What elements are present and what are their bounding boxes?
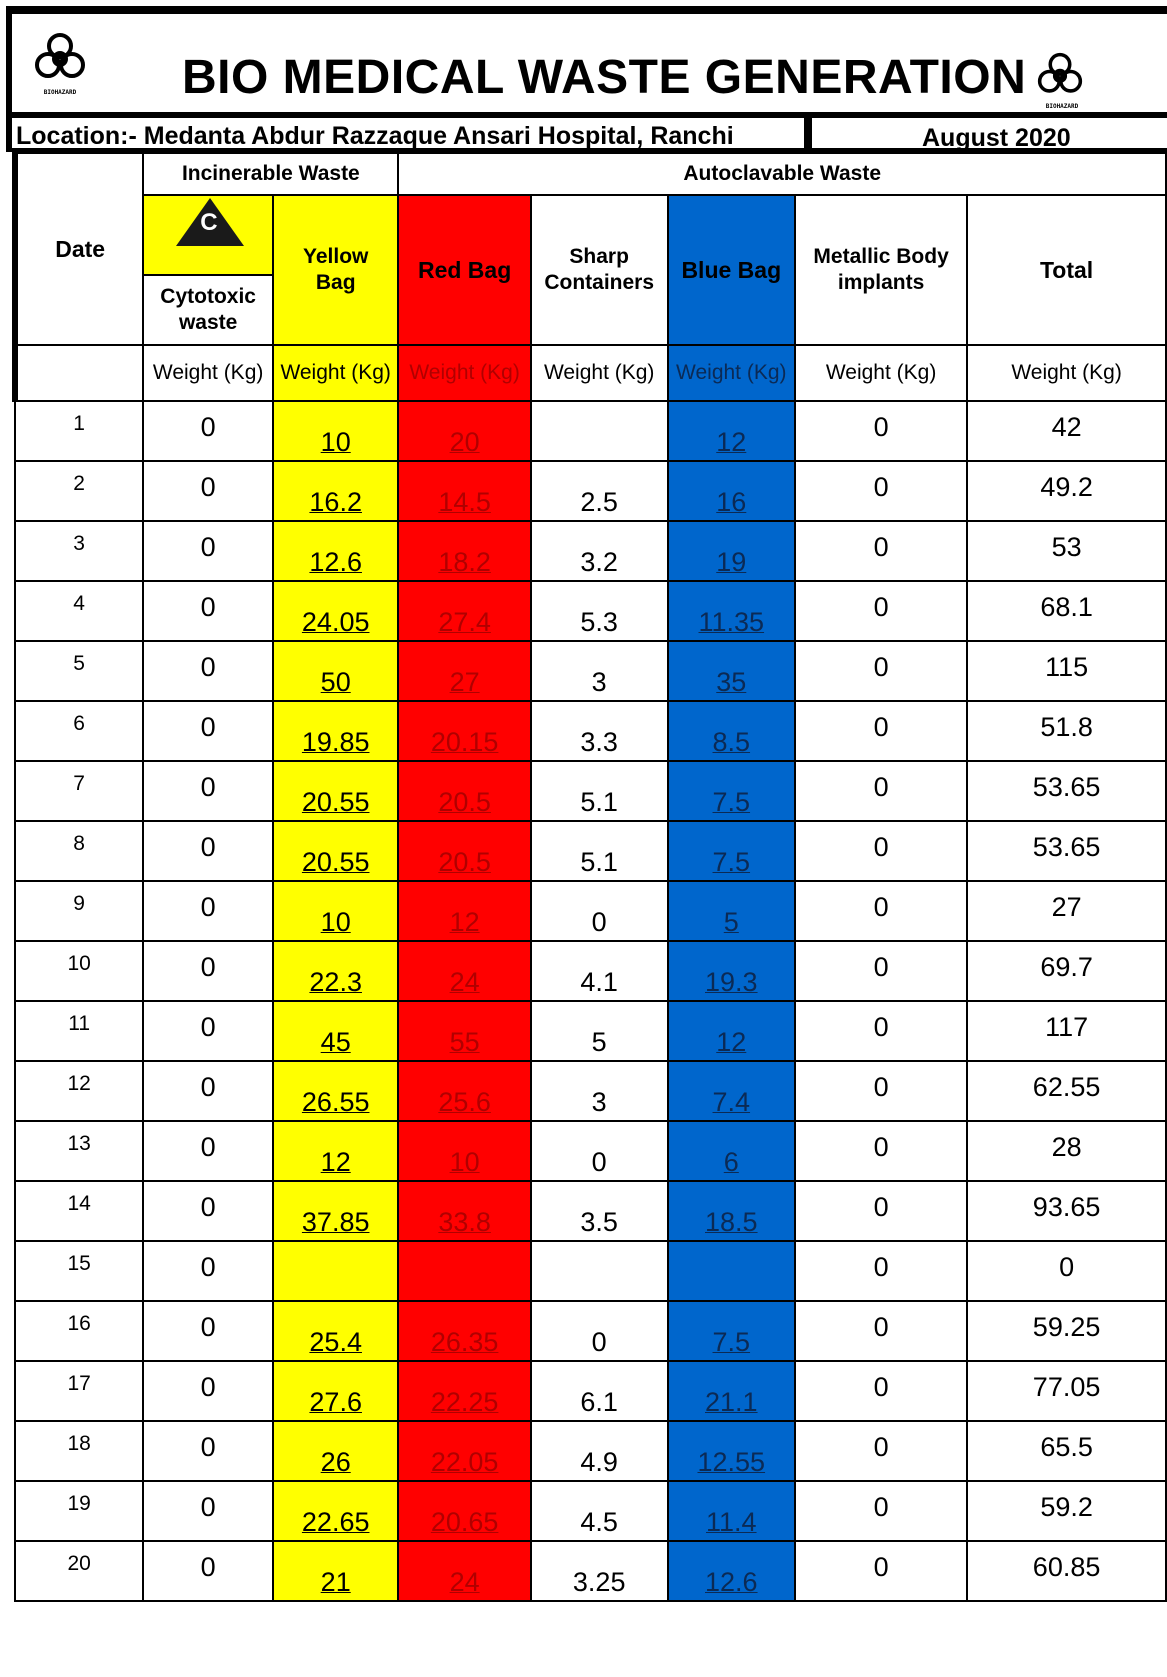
cytotoxic-symbol-cell [143, 195, 273, 275]
total-cell: 59.25 [967, 1301, 1166, 1361]
yellow-bag-cell: 27.6 [273, 1361, 398, 1421]
yellow-bag-cell: 26 [273, 1421, 398, 1481]
title-band [6, 6, 1167, 112]
red-bag-cell: 26.35 [398, 1301, 530, 1361]
sharp-containers-cell: 3.5 [531, 1181, 668, 1241]
unit-cell: Weight (Kg) [668, 345, 795, 401]
sharp-containers-cell: 0 [531, 1121, 668, 1181]
red-bag-cell: 24 [398, 1541, 530, 1601]
table-row [15, 761, 1166, 821]
metallic-implants-cell: 0 [795, 701, 967, 761]
unit-cell: Weight (Kg) [531, 345, 668, 401]
red-bag-cell [398, 1241, 530, 1301]
blue-bag-cell: 8.5 [668, 701, 795, 761]
blue-bag-cell: 6 [668, 1121, 795, 1181]
cytotoxic-cell: 0 [143, 581, 273, 641]
incinerable-group-header: Incinerable Waste [143, 153, 398, 195]
total-cell: 77.05 [967, 1361, 1166, 1421]
sharp-containers-cell: 5.1 [531, 761, 668, 821]
table-row [15, 1001, 1166, 1061]
cytotoxic-cell: 0 [143, 761, 273, 821]
yellow-bag-cell: 20.55 [273, 761, 398, 821]
unit-cell: Weight (Kg) [795, 345, 967, 401]
blue-bag-cell: 35 [668, 641, 795, 701]
metallic-implants-cell: 0 [795, 1361, 967, 1421]
sharp-containers-cell: 2.5 [531, 461, 668, 521]
unit-cell-date [15, 345, 143, 401]
date-cell: 16 [15, 1301, 143, 1361]
biohazard-icon [32, 32, 88, 96]
location-row [6, 112, 1167, 152]
cytotoxic-cell: 0 [143, 401, 273, 461]
cytotoxic-cell: 0 [143, 1541, 273, 1601]
table-row [15, 701, 1166, 761]
date-cell: 8 [15, 821, 143, 881]
red-bag-cell: 22.05 [398, 1421, 530, 1481]
yellow-bag-header-line: Yellow [303, 245, 369, 268]
metallic-implants-cell: 0 [795, 461, 967, 521]
yellow-bag-cell: 24.05 [273, 581, 398, 641]
metallic-implants-cell: 0 [795, 761, 967, 821]
date-cell: 7 [15, 761, 143, 821]
cytotoxic-cell: 0 [143, 1361, 273, 1421]
table-row [15, 461, 1166, 521]
date-cell: 15 [15, 1241, 143, 1301]
biohazard-icon [1034, 52, 1090, 110]
metallic-implants-cell: 0 [795, 581, 967, 641]
yellow-bag-cell: 12 [273, 1121, 398, 1181]
metallic-implants-cell: 0 [795, 1301, 967, 1361]
date-cell: 5 [15, 641, 143, 701]
sharp-containers-cell: 5 [531, 1001, 668, 1061]
total-cell: 115 [967, 641, 1166, 701]
red-bag-cell: 24 [398, 941, 530, 1001]
sharp-containers-cell [531, 401, 668, 461]
sharp-containers-cell: 6.1 [531, 1361, 668, 1421]
date-cell: 2 [15, 461, 143, 521]
sharp-containers-cell: 3.25 [531, 1541, 668, 1601]
blue-bag-cell: 12.55 [668, 1421, 795, 1481]
cytotoxic-cell: 0 [143, 1181, 273, 1241]
yellow-bag-cell: 12.6 [273, 521, 398, 581]
total-cell: 59.2 [967, 1481, 1166, 1541]
sharp-containers-cell: 5.1 [531, 821, 668, 881]
yellow-bag-cell: 22.65 [273, 1481, 398, 1541]
blue-bag-cell: 11.35 [668, 581, 795, 641]
unit-cell: Weight (Kg) [967, 345, 1166, 401]
total-cell: 68.1 [967, 581, 1166, 641]
sharp-containers-cell: 0 [531, 1301, 668, 1361]
table-row [15, 821, 1166, 881]
total-cell: 60.85 [967, 1541, 1166, 1601]
red-bag-cell: 18.2 [398, 521, 530, 581]
sharp-containers-cell: 0 [531, 881, 668, 941]
date-header: Date [15, 153, 143, 345]
metallic-implants-cell: 0 [795, 1001, 967, 1061]
sharp-containers-cell: 4.1 [531, 941, 668, 1001]
sharp-containers-cell: 3.2 [531, 521, 668, 581]
red-bag-cell: 27 [398, 641, 530, 701]
yellow-bag-cell: 20.55 [273, 821, 398, 881]
date-cell: 11 [15, 1001, 143, 1061]
table-row [15, 1061, 1166, 1121]
metallic-implants-header [795, 195, 967, 345]
metallic-implants-cell: 0 [795, 1121, 967, 1181]
total-cell: 28 [967, 1121, 1166, 1181]
date-cell: 13 [15, 1121, 143, 1181]
metallic-implants-cell: 0 [795, 1061, 967, 1121]
blue-bag-cell: 5 [668, 881, 795, 941]
date-cell: 14 [15, 1181, 143, 1241]
metallic-implants-cell: 0 [795, 821, 967, 881]
blue-bag-cell: 19.3 [668, 941, 795, 1001]
unit-cell: Weight (Kg) [398, 345, 530, 401]
red-bag-cell: 22.25 [398, 1361, 530, 1421]
divider [804, 112, 812, 152]
table-row [15, 881, 1166, 941]
blue-bag-cell: 12.6 [668, 1541, 795, 1601]
red-bag-cell: 20.65 [398, 1481, 530, 1541]
cytotoxic-header-line: waste [178, 311, 238, 334]
total-cell: 0 [967, 1241, 1166, 1301]
table-row [15, 581, 1166, 641]
blue-bag-cell: 7.4 [668, 1061, 795, 1121]
metallic-implants-cell: 0 [795, 941, 967, 1001]
cytotoxic-cell: 0 [143, 461, 273, 521]
red-bag-cell: 12 [398, 881, 530, 941]
date-cell: 1 [15, 401, 143, 461]
biohazard-caption: BIOHAZARD [43, 89, 77, 96]
yellow-bag-cell: 21 [273, 1541, 398, 1601]
blue-bag-header: Blue Bag [668, 195, 795, 345]
total-cell: 42 [967, 401, 1166, 461]
total-cell: 51.8 [967, 701, 1166, 761]
unit-cell: Weight (Kg) [143, 345, 273, 401]
yellow-bag-cell [273, 1241, 398, 1301]
waste-table [12, 152, 1167, 1602]
cytotoxic-cell: 0 [143, 1481, 273, 1541]
cytotoxic-cell: 0 [143, 1241, 273, 1301]
sharp-containers-header [531, 195, 668, 345]
table-row [15, 401, 1166, 461]
date-cell: 6 [15, 701, 143, 761]
sharp-containers-cell: 5.3 [531, 581, 668, 641]
date-cell: 4 [15, 581, 143, 641]
date-cell: 20 [15, 1541, 143, 1601]
metallic-implants-cell: 0 [795, 1241, 967, 1301]
sharp-header-line: Containers [544, 271, 655, 294]
sharp-containers-cell: 4.9 [531, 1421, 668, 1481]
yellow-bag-cell: 25.4 [273, 1301, 398, 1361]
yellow-bag-header [273, 195, 398, 345]
metallic-implants-cell: 0 [795, 1181, 967, 1241]
autoclavable-group-header: Autoclavable Waste [398, 153, 1166, 195]
metallic-implants-cell: 0 [795, 1481, 967, 1541]
blue-bag-cell: 11.4 [668, 1481, 795, 1541]
table-row [15, 1241, 1166, 1301]
table-row [15, 521, 1166, 581]
cytotoxic-header-line: Cytotoxic [160, 285, 256, 308]
total-cell: 69.7 [967, 941, 1166, 1001]
total-cell: 93.65 [967, 1181, 1166, 1241]
yellow-bag-cell: 22.3 [273, 941, 398, 1001]
cytotoxic-header [143, 275, 273, 345]
table-row [15, 1481, 1166, 1541]
sharp-header-line: Sharp [569, 245, 629, 268]
blue-bag-cell: 7.5 [668, 761, 795, 821]
total-cell: 49.2 [967, 461, 1166, 521]
metallic-implants-cell: 0 [795, 521, 967, 581]
blue-bag-cell [668, 1241, 795, 1301]
cytotoxic-cell: 0 [143, 1301, 273, 1361]
page-title: BIO MEDICAL WASTE GENERATION [182, 51, 1027, 104]
yellow-bag-header-line: Bag [315, 271, 356, 294]
red-bag-cell: 27.4 [398, 581, 530, 641]
yellow-bag-cell: 10 [273, 401, 398, 461]
cytotoxic-cell: 0 [143, 1421, 273, 1481]
red-bag-cell: 14.5 [398, 461, 530, 521]
cytotoxic-cell: 0 [143, 1061, 273, 1121]
metallic-header-line: implants [837, 271, 925, 294]
yellow-bag-cell: 26.55 [273, 1061, 398, 1121]
yellow-bag-cell: 37.85 [273, 1181, 398, 1241]
metallic-header-line: Metallic Body [813, 245, 949, 268]
red-bag-header: Red Bag [398, 195, 530, 345]
date-cell: 19 [15, 1481, 143, 1541]
month-label: August 2020 [922, 124, 1071, 152]
total-header: Total [967, 195, 1166, 345]
date-cell: 9 [15, 881, 143, 941]
table-row [15, 1541, 1166, 1601]
yellow-bag-cell: 19.85 [273, 701, 398, 761]
blue-bag-cell: 7.5 [668, 821, 795, 881]
sharp-containers-cell [531, 1241, 668, 1301]
blue-bag-cell: 12 [668, 1001, 795, 1061]
total-cell: 53.65 [967, 821, 1166, 881]
sharp-containers-cell: 3 [531, 1061, 668, 1121]
cytotoxic-cell: 0 [143, 701, 273, 761]
cytotoxic-cell: 0 [143, 821, 273, 881]
total-cell: 65.5 [967, 1421, 1166, 1481]
table-row [15, 1421, 1166, 1481]
table-row [15, 941, 1166, 1001]
metallic-implants-cell: 0 [795, 401, 967, 461]
cytotoxic-cell: 0 [143, 641, 273, 701]
blue-bag-cell: 12 [668, 401, 795, 461]
blue-bag-cell: 16 [668, 461, 795, 521]
total-cell: 53.65 [967, 761, 1166, 821]
metallic-implants-cell: 0 [795, 1421, 967, 1481]
blue-bag-cell: 18.5 [668, 1181, 795, 1241]
cytotoxic-cell: 0 [143, 881, 273, 941]
yellow-bag-cell: 16.2 [273, 461, 398, 521]
date-cell: 3 [15, 521, 143, 581]
cytotoxic-cell: 0 [143, 941, 273, 1001]
table-row [15, 641, 1166, 701]
red-bag-cell: 20.5 [398, 821, 530, 881]
cytotoxic-cell: 0 [143, 1001, 273, 1061]
red-bag-cell: 20 [398, 401, 530, 461]
metallic-implants-cell: 0 [795, 1541, 967, 1601]
sharp-containers-cell: 3.3 [531, 701, 668, 761]
biohazard-caption: BIOHAZARD [1045, 103, 1079, 110]
total-cell: 53 [967, 521, 1166, 581]
metallic-implants-cell: 0 [795, 641, 967, 701]
unit-cell: Weight (Kg) [273, 345, 398, 401]
red-bag-cell: 10 [398, 1121, 530, 1181]
yellow-bag-cell: 45 [273, 1001, 398, 1061]
table-row [15, 1361, 1166, 1421]
table-row [15, 1181, 1166, 1241]
blue-bag-cell: 21.1 [668, 1361, 795, 1421]
blue-bag-cell: 19 [668, 521, 795, 581]
date-cell: 12 [15, 1061, 143, 1121]
yellow-bag-cell: 50 [273, 641, 398, 701]
table-row [15, 1121, 1166, 1181]
yellow-bag-cell: 10 [273, 881, 398, 941]
red-bag-cell: 20.5 [398, 761, 530, 821]
total-cell: 117 [967, 1001, 1166, 1061]
red-bag-cell: 20.15 [398, 701, 530, 761]
cytotoxic-symbol: C [200, 209, 218, 236]
date-cell: 17 [15, 1361, 143, 1421]
location-label: Location:- Medanta Abdur Razzaque Ansari Hospital, Ranchi [16, 122, 734, 150]
date-cell: 10 [15, 941, 143, 1001]
total-cell: 27 [967, 881, 1166, 941]
cytotoxic-cell: 0 [143, 1121, 273, 1181]
red-bag-cell: 33.8 [398, 1181, 530, 1241]
red-bag-cell: 55 [398, 1001, 530, 1061]
sharp-containers-cell: 3 [531, 641, 668, 701]
metallic-implants-cell: 0 [795, 881, 967, 941]
table-row [15, 1301, 1166, 1361]
cytotoxic-cell: 0 [143, 521, 273, 581]
date-cell: 18 [15, 1421, 143, 1481]
sharp-containers-cell: 4.5 [531, 1481, 668, 1541]
total-cell: 62.55 [967, 1061, 1166, 1121]
blue-bag-cell: 7.5 [668, 1301, 795, 1361]
red-bag-cell: 25.6 [398, 1061, 530, 1121]
